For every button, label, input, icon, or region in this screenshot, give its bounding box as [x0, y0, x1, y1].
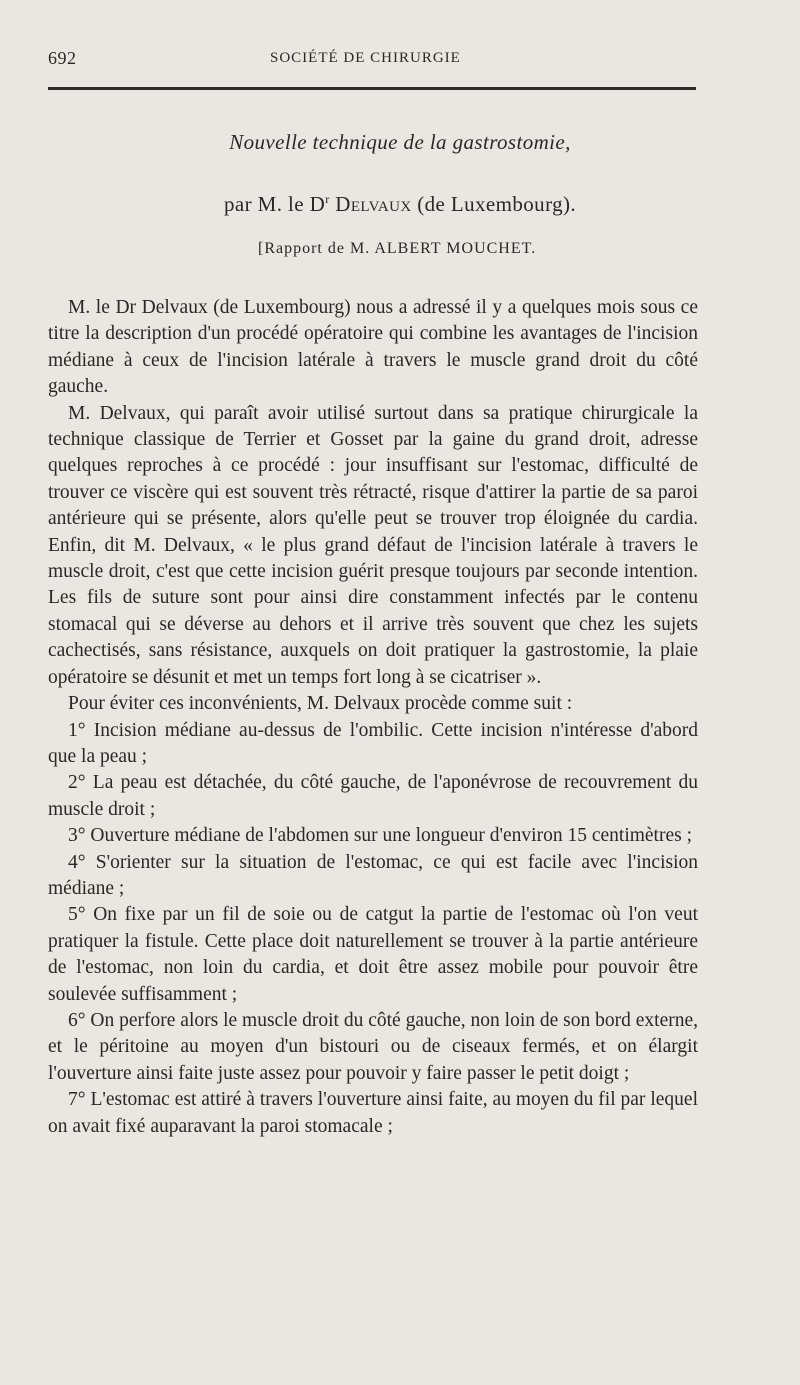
- paragraph: M. Delvaux, qui paraît avoir utilisé surtout dans sa pratique chirurgicale la technique classique de Terrier et Gosset par la gaine du grand droit, adresse quelques reproches à ce procédé : jour insuffisant sur l'estomac, difficulté de trouver ce viscère qui est souvent très rétracté, risque d'attirer la partie de sa paroi antérieure qui se présente, alors qu'elle peut se trouver trop éloignée du cardia. Enfin, dit M. Delvaux, « le plus grand défaut de l'incision latérale à travers le muscle droit, c'est que cette incision guérit presque toujours par seconde intention. Les fils de suture sont pour ainsi dire constamment infectés par le contenu stomacal qui se déverse au dehors et il arrive très souvent que chez les sujets cachectisés, sans résistance, auxquels on doit pratiquer la gastrostomie, la plaie opératoire se désunit et met un temps fort long à se cicatriser ».: [48, 402, 698, 688]
- list-item: 3° Ouverture médiane de l'abdomen sur une longueur d'environ 15 centimètres ;: [68, 825, 693, 847]
- list-item: 4° S'orienter sur la situation de l'estomac, ce qui est facile avec l'incision médiane ;: [48, 851, 698, 899]
- list-item: 1° Incision médiane au-dessus de l'ombilic. Cette incision n'intéresse d'abord que la peau ;: [48, 719, 698, 767]
- report-line: [Rapport de M. ALBERT MOUCHET.: [258, 240, 537, 257]
- author-suffix: (de Luxembourg).: [417, 192, 577, 216]
- header-rule: [48, 87, 696, 90]
- running-head: SOCIÉTÉ DE CHIRURGIE: [270, 50, 461, 66]
- author-title-superscript: r: [325, 192, 330, 206]
- list-item: 5° On fixe par un fil de soie ou de catgut la partie de l'estomac où l'on veut pratiquer la fistule. Cette place doit naturellement se trouver à la partie antérieure de l'estomac, non loin du cardia, et doit être assez mobile pour pouvoir être soulevée suffisamment ;: [48, 904, 698, 1005]
- page-number: 692: [48, 48, 77, 68]
- list-item: 2° La peau est détachée, du côté gauche, de l'aponévrose de recouvrement du muscle droit ;: [48, 772, 698, 820]
- author-line: [0, 192, 800, 217]
- paragraph: Pour éviter ces inconvénients, M. Delvaux procède comme suit :: [68, 693, 573, 715]
- list-item: 6° On perfore alors le muscle droit du côté gauche, non loin de son bord externe, et le péritoine au moyen d'un bistouri ou de ciseaux fermés, et on élargit l'ouverture ainsi faite juste assez pour pouvoir y faire passer le petit doigt ;: [48, 1009, 698, 1084]
- author-prefix: par M. le D: [223, 192, 326, 216]
- list-item: 7° L'estomac est attiré à travers l'ouverture ainsi faite, au moyen du fil par lequel on avait fixé auparavant la paroi stomacale ;: [48, 1089, 698, 1137]
- article-title: Nouvelle technique de la gastrostomie,: [229, 130, 571, 154]
- body-text: [48, 295, 698, 1140]
- paragraph: M. le Dr Delvaux (de Luxembourg) nous a adressé il y a quelques mois sous ce titre la description d'un procédé opératoire qui combine les avantages de l'incision médiane à ceux de l'incision latérale à travers le muscle grand droit du côté gauche.: [48, 297, 698, 398]
- author-name: Delvaux: [335, 192, 412, 216]
